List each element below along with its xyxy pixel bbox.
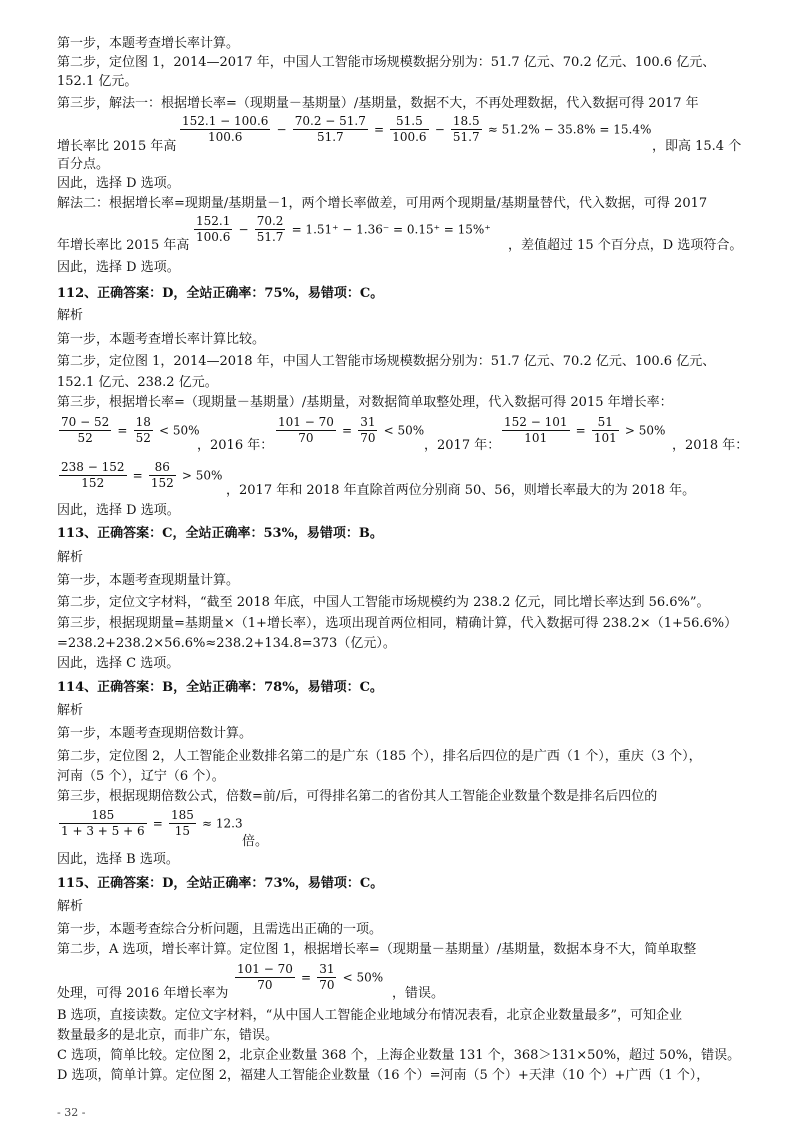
- text-line: 第三步，根据增长率=（现期量－基期量）/基期量，对数据简单取整处理，代入数据可得 2015 年增长率：: [57, 395, 673, 410]
- text-line: 数量最多的是北京，而非广东，错误。: [57, 1028, 279, 1043]
- formula-option-a: $\frac{101 - 70}{70}$ = $\frac{31}{70}$ < 50%: [237, 962, 384, 992]
- text-line: 解法二：根据增长率=现期量/基期量－1，两个增长率做差，可用两个现期量/基期量替代，代入数据，可得 2017: [57, 196, 708, 211]
- text-line: 第一步，本题考查增长率计算比较。: [57, 332, 266, 347]
- text-line: 第二步，定位图 1，2014—2017 年，中国人工智能市场规模数据分别为：51.7 亿元、70.2 亿元、100.6 亿元、: [57, 55, 716, 70]
- text-line: 152.1 亿元。: [57, 74, 138, 89]
- fraction: $\frac{152.1 - 100.6}{100.6}$: [182, 114, 269, 144]
- text-line: 第三步，根据现期量=基期量×（1+增长率），选项出现首两位相同，精确计算，代入数据可得 238.2×（1+56.6%）: [57, 616, 738, 631]
- text-line: D 选项，简单计算。定位图 2，福建人工智能企业数量（16 个）=河南（5 个）+天津（10 个）+广西（1 个），: [57, 1068, 710, 1083]
- text-line: ，2016 年：: [197, 438, 274, 453]
- text-line: 因此，选择 D 选项。: [57, 176, 180, 191]
- formula-growth-2016: $\frac{101 - 70}{70}$ = $\frac{31}{70}$ < 50%: [278, 415, 425, 445]
- text-line: 第二步，定位图 2，人工智能企业数排名第二的是广东（185 个），排名后四位的是广西（1 个），重庆（3 个），: [57, 749, 702, 764]
- fraction: $\frac{70.2}{51.7}$: [256, 214, 284, 244]
- text-line: 年增长率比 2015 年高: [57, 238, 190, 253]
- text-line: 第二步，A 选项，增长率计算。定位图 1，根据增长率=（现期量－基期量）/基期量，数据本身不大，简单取整: [57, 942, 697, 957]
- text-line: 百分点。: [57, 157, 110, 172]
- fraction: $\frac{86}{152}$: [150, 460, 174, 490]
- fraction: $\frac{185}{15}$: [170, 808, 194, 838]
- fraction: $\frac{101 - 70}{70}$: [278, 415, 334, 445]
- text-line: 因此，选择 C 选项。: [57, 656, 180, 671]
- fraction: $\frac{18.5}{51.7}$: [452, 114, 480, 144]
- fraction: $\frac{70.2 - 51.7}{51.7}$: [294, 114, 366, 144]
- text-line: 因此，选择 B 选项。: [57, 852, 179, 867]
- text-line: 第一步，本题考查现期倍数计算。: [57, 726, 253, 741]
- fraction: $\frac{152 - 101}{101}$: [504, 415, 568, 445]
- answer-heading-115: 115、正确答案：D，全站正确率：73%，易错项：C。: [57, 876, 384, 891]
- text-line: ，错误。: [392, 986, 445, 1001]
- text-line: 解析: [57, 308, 84, 323]
- text-line: ，2017 年和 2018 年直除首两位分别商 50、56，则增长率最大的为 2018 年。: [226, 483, 696, 498]
- text-line: 因此，选择 D 选项。: [57, 503, 180, 518]
- text-line: 第一步，本题考查综合分析问题，且需选出正确的一项。: [57, 922, 383, 937]
- text-line: 第二步，定位文字材料，“截至 2018 年底，中国人工智能市场规模约为 238.2 亿元，同比增长率达到 56.6%”。: [57, 595, 710, 610]
- text-line: 河南（5 个），辽宁（6 个）。: [57, 769, 225, 784]
- fraction: $\frac{238 - 152}{152}$: [61, 460, 125, 490]
- text-line: 解析: [57, 703, 84, 718]
- fraction: $\frac{70 - 52}{52}$: [61, 415, 110, 445]
- fraction: $\frac{185}{1 + 3 + 5 + 6}$: [61, 808, 145, 838]
- text-line: ，即高 15.4 个: [652, 139, 742, 154]
- text-line: 增长率比 2015 年高: [57, 139, 177, 154]
- fraction: $\frac{31}{70}$: [319, 962, 335, 992]
- text-line: 解析: [57, 550, 84, 565]
- text-line: 因此，选择 D 选项。: [57, 260, 180, 275]
- text-line: 倍。: [242, 834, 269, 849]
- formula-1: $\frac{152.1 - 100.6}{100.6}$ − $\frac{70.2 - 51.7}{51.7}$ = $\frac{51.5}{100.6}$ − $\frac{18.5}{51.7}$ ≈ 51.2% − 35.8% = 15.4%: [182, 114, 652, 144]
- text-line: B 选项，直接读数。定位文字材料，“从中国人工智能企业地域分布情况表看，北京企业数量最多”，可知企业: [57, 1008, 682, 1023]
- text-line: 第二步，定位图 1，2014—2018 年，中国人工智能市场规模数据分别为：51.7 亿元、70.2 亿元、100.6 亿元、: [57, 354, 716, 369]
- formula-growth-2015: $\frac{70 - 52}{52}$ = $\frac{18}{52}$ < 50%: [61, 415, 200, 445]
- fraction: $\frac{51}{101}$: [593, 415, 617, 445]
- text-line: 第三步，解法一：根据增长率=（现期量－基期量）/基期量，数据不大，不再处理数据，代入数据可得 2017 年: [57, 96, 699, 111]
- text-line: =238.2+238.2×56.6%≈238.2+134.8=373（亿元）。: [57, 636, 396, 651]
- page-number: - 32 -: [57, 1106, 86, 1119]
- fraction: $\frac{51.5}{100.6}$: [392, 114, 427, 144]
- fraction: $\frac{101 - 70}{70}$: [237, 962, 293, 992]
- answer-heading-113: 113、正确答案：C，全站正确率：53%，易错项：B。: [57, 526, 383, 541]
- fraction: $\frac{31}{70}$: [360, 415, 376, 445]
- formula-growth-2017: $\frac{152 - 101}{101}$ = $\frac{51}{101}$ > 50%: [504, 415, 666, 445]
- formula-growth-2018: $\frac{238 - 152}{152}$ = $\frac{86}{152}$ > 50%: [61, 460, 223, 490]
- formula-multiple: $\frac{185}{1 + 3 + 5 + 6}$ = $\frac{185}{15}$ ≈ 12.3: [61, 808, 243, 838]
- text-line: 解析: [57, 899, 84, 914]
- text-line: ，2017 年：: [424, 438, 501, 453]
- answer-heading-114: 114、正确答案：B，全站正确率：78%，易错项：C。: [57, 680, 383, 695]
- text-line: ，差值超过 15 个百分点，D 选项符合。: [508, 238, 743, 253]
- formula-2: $\frac{152.1}{100.6}$ − $\frac{70.2}{51.7}$ = 1.51⁺ − 1.36⁻ = 0.15⁺ = 15%⁺: [196, 214, 491, 244]
- text-line: 第三步，根据现期倍数公式，倍数=前/后，可得排名第二的省份其人工智能企业数量个数是排名后四位的: [57, 789, 658, 804]
- text-line: C 选项，简单比较。定位图 2，北京企业数量 368 个，上海企业数量 131 个，368＞131×50%，超过 50%，错误。: [57, 1048, 741, 1063]
- text-line: ，2018 年：: [672, 438, 749, 453]
- fraction: $\frac{18}{52}$: [135, 415, 151, 445]
- answer-heading-112: 112、正确答案：D，全站正确率：75%，易错项：C。: [57, 286, 384, 301]
- fraction: $\frac{152.1}{100.6}$: [196, 214, 231, 244]
- text-line: 第一步，本题考查现期量计算。: [57, 573, 240, 588]
- text-line: 152.1 亿元、238.2 亿元。: [57, 375, 218, 390]
- text-line: 处理，可得 2016 年增长率为: [57, 986, 229, 1001]
- text-line: 第一步，本题考查增长率计算。: [57, 36, 240, 51]
